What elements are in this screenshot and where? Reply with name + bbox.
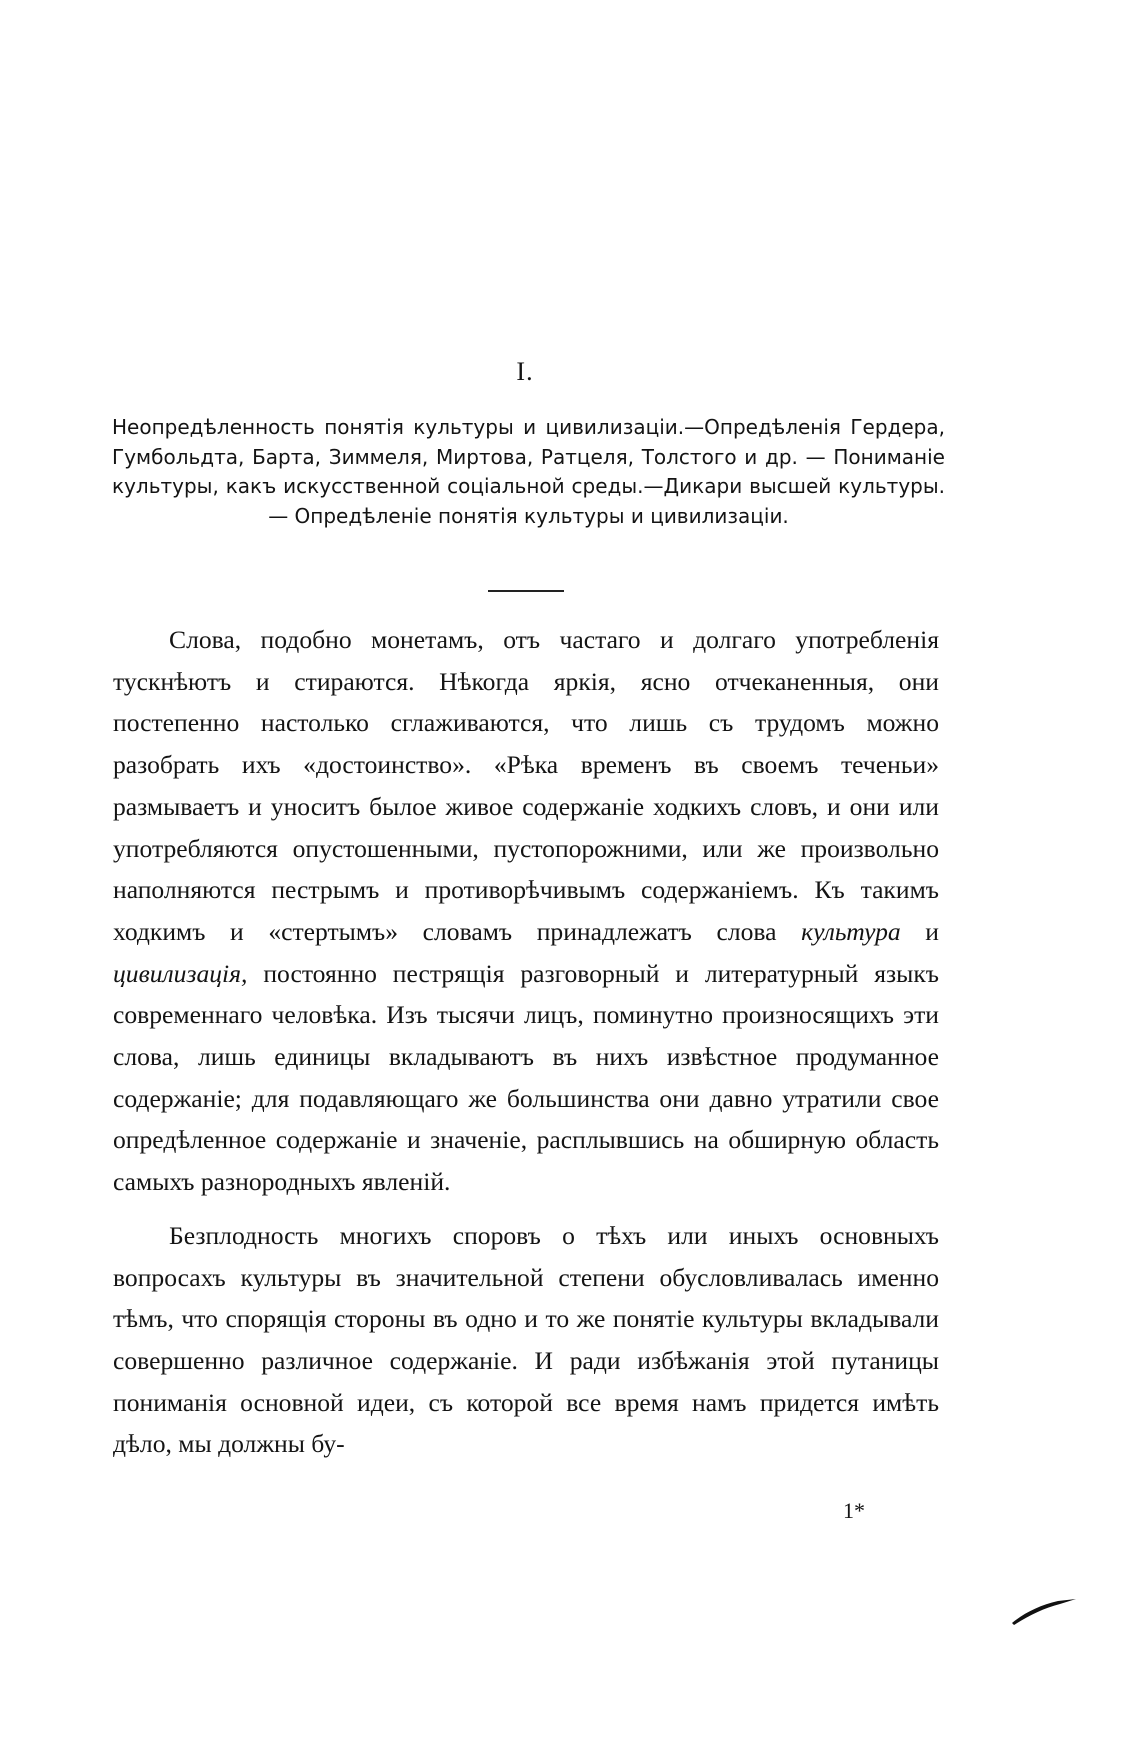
pen-stroke-mark <box>1010 1593 1082 1627</box>
paragraph-1 <box>113 619 939 1203</box>
chapter-summary: Неопредѣленность понятія культуры и цивилизаціи.—Опредѣленія Гердера, Гумбольдта, Барта, Зиммеля, Миртова, Ратцеля, Толстого и др. — Пониманіе культуры, какъ искусственной соціальной среды.—Дикари высшей культуры.— Опредѣленіе понятія культуры и цивилизаціи. <box>112 415 945 528</box>
chapter-number: I. <box>516 357 534 386</box>
paragraph-1-part-1: Слова, подобно монетамъ, отъ частаго и долгаго употребленія тускнѣютъ и стираются. Нѣкогда яркія, ясно отчеканенныя, они постепенно настолько сглаживаются, что лишь съ трудомъ можно разобрать ихъ «достоинство». «Рѣка временъ въ своемъ теченьи» размываетъ и уноситъ былое живое содержаніе ходкихъ словъ, и они или употребляются опустошенными, пустопорожними, или же произвольно наполняются пестрымъ и противорѣчивымъ содержаніемъ. Къ такимъ ходкимъ и «стертымъ» словамъ принадлежатъ слова <box>113 625 939 946</box>
separator-rule <box>488 590 564 592</box>
term-kultura: культура <box>801 916 901 946</box>
term-tsivilizatsiya: цивилизація, <box>113 958 248 988</box>
body-text <box>113 619 939 1477</box>
paragraph-1-part-3: постоянно пестрящія разговорный и литературный языкъ современнаго человѣка. Изъ тысячи лицъ, поминутно произносящихъ эти слова, лишь единицы вкладываютъ въ нихъ извѣстное продуманное содержаніе; для подавляющаго же большинства они давно утратили свое опредѣленное содержаніе и значеніе, расплывшись на обширную область самыхъ разнородныхъ явленій. <box>113 958 939 1197</box>
page-signature: 1* <box>843 1498 865 1523</box>
paragraph-2: Безплодность многихъ споровъ о тѣхъ или иныхъ основныхъ вопросахъ культуры въ значительной степени обусловливалась именно тѣмъ, что спорящія стороны въ одно и то же понятіе культуры вкладывали совершенно различное содержаніе. И ради избѣжанія этой путаницы пониманія основной идеи, съ которой все время намъ придется имѣть дѣло, мы должны бу- <box>113 1220 939 1459</box>
paragraph-1-part-2: и <box>900 916 939 946</box>
